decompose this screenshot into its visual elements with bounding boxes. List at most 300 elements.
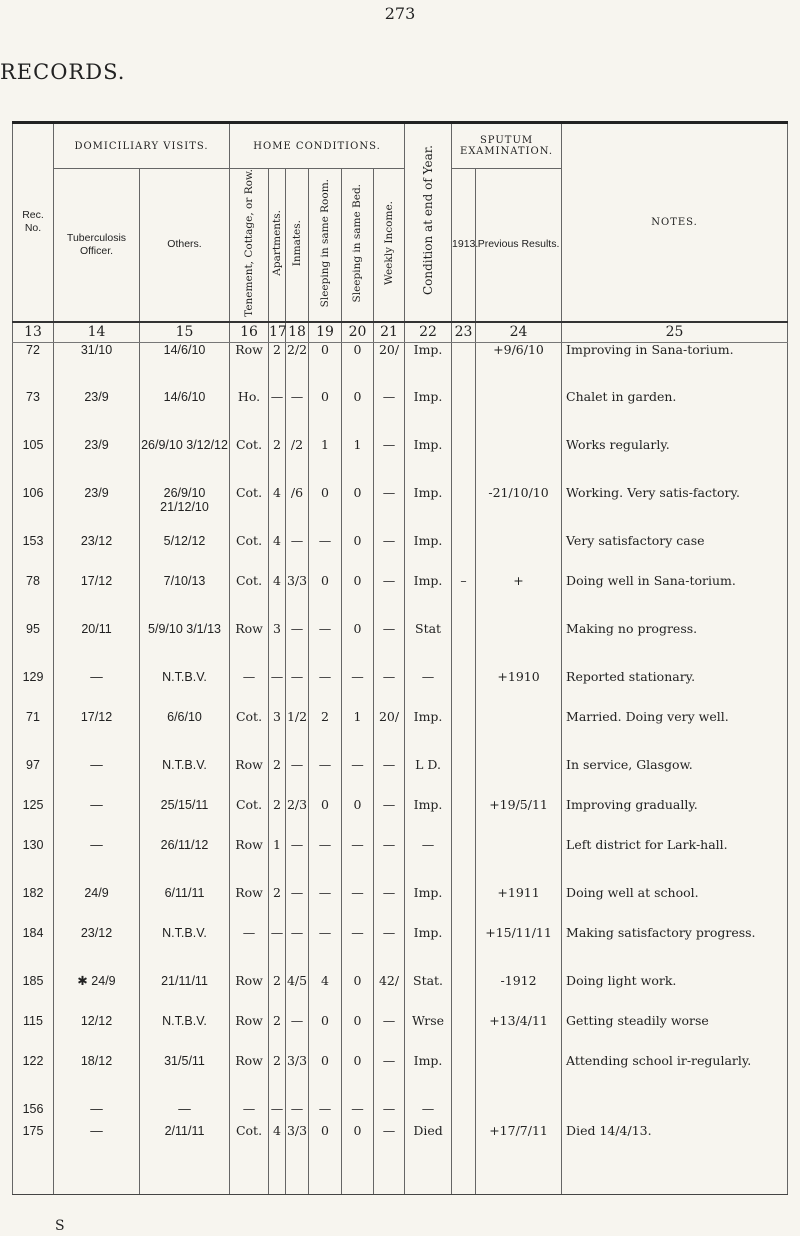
cell-inc: —: [374, 1054, 405, 1102]
cell-inm: —: [286, 1102, 309, 1124]
table-row: [13, 1054, 788, 1102]
cell-inc: —: [374, 390, 405, 438]
cell-bed: —: [342, 670, 374, 710]
cell-cond: Imp.: [405, 1054, 452, 1102]
cell-apt: —: [269, 1102, 286, 1124]
table-row: [13, 974, 788, 1014]
cell-tbo: —: [54, 670, 140, 710]
table-row: [13, 798, 788, 838]
cell-others: 14/6/10: [140, 342, 230, 390]
cell-prev: [476, 622, 562, 670]
year-1913-header: 1913.: [452, 169, 476, 322]
cell-prev: [476, 838, 562, 886]
cell-cond: Imp.: [405, 486, 452, 534]
cell-bed: 0: [342, 1054, 374, 1102]
cell-room: —: [309, 838, 342, 886]
cell-inm: 2/2: [286, 342, 309, 390]
cell-cond: L D.: [405, 758, 452, 798]
cell-rec: 130: [13, 838, 54, 886]
inmates-header: [286, 169, 309, 322]
table-row: [13, 710, 788, 758]
cell-bed: 0: [342, 574, 374, 622]
sleeping-bed-header: [342, 169, 374, 322]
cell-rec: 129: [13, 670, 54, 710]
cell-inc: —: [374, 622, 405, 670]
cell-inm: —: [286, 758, 309, 798]
cell-tbo: 12/12: [54, 1014, 140, 1054]
column-number: 15: [140, 322, 230, 343]
cell-y1913: –: [452, 574, 476, 622]
cell-others: N.T.B.V.: [140, 926, 230, 974]
cell-ten: Cot.: [230, 486, 269, 534]
cell-tbo: —: [54, 838, 140, 886]
cell-others: N.T.B.V.: [140, 758, 230, 798]
cell-y1913: [452, 798, 476, 838]
records-body: [13, 342, 788, 1194]
cell-y1913: [452, 974, 476, 1014]
cell-tbo: 23/12: [54, 926, 140, 974]
cell-cond: Imp.: [405, 574, 452, 622]
cell-prev: -21/10/10: [476, 486, 562, 534]
cell-rec: 184: [13, 926, 54, 974]
table-row: [13, 438, 788, 486]
cell-notes: Reported stationary.: [562, 670, 788, 710]
cell-prev: [476, 438, 562, 486]
cell-cond: —: [405, 1102, 452, 1124]
cell-y1913: [452, 758, 476, 798]
cell-prev: +13/4/11: [476, 1014, 562, 1054]
cell-y1913: [452, 622, 476, 670]
cell-cond: Imp.: [405, 886, 452, 926]
cell-rec: 106: [13, 486, 54, 534]
cell-apt: 2: [269, 438, 286, 486]
cell-prev: [476, 390, 562, 438]
cell-bed: 1: [342, 438, 374, 486]
table-row: [13, 838, 788, 886]
cell-y1913: [452, 670, 476, 710]
table-row: [13, 1102, 788, 1124]
cell-others: 5/9/10 3/1/13: [140, 622, 230, 670]
cell-tbo: 20/11: [54, 622, 140, 670]
cell-room: —: [309, 622, 342, 670]
cell-inm: —: [286, 622, 309, 670]
cell-inc: —: [374, 670, 405, 710]
cell-rec: 153: [13, 534, 54, 574]
cell-rec: 125: [13, 798, 54, 838]
cell-apt: 4: [269, 1124, 286, 1194]
cell-bed: —: [342, 886, 374, 926]
cell-cond: Imp.: [405, 390, 452, 438]
cell-room: 0: [309, 342, 342, 390]
cell-notes: Works regularly.: [562, 438, 788, 486]
cell-ten: —: [230, 926, 269, 974]
cell-cond: Imp.: [405, 926, 452, 974]
cell-room: —: [309, 886, 342, 926]
column-number-row: [13, 322, 788, 343]
cell-y1913: [452, 342, 476, 390]
cell-ten: Row: [230, 1054, 269, 1102]
cell-others: 21/11/11: [140, 974, 230, 1014]
cell-rec: 156: [13, 1102, 54, 1124]
cell-apt: 4: [269, 574, 286, 622]
cell-others: 7/10/13: [140, 574, 230, 622]
cell-inm: /6: [286, 486, 309, 534]
cell-ten: Cot.: [230, 1124, 269, 1194]
cell-notes: Doing well at school.: [562, 886, 788, 926]
cell-tbo: 23/9: [54, 390, 140, 438]
cell-inc: —: [374, 574, 405, 622]
cell-cond: Imp.: [405, 798, 452, 838]
cell-inm: 2/3: [286, 798, 309, 838]
cell-prev: [476, 534, 562, 574]
sleeping-bed-label: Sleeping in same Bed.: [351, 183, 364, 303]
cell-inc: —: [374, 438, 405, 486]
cell-ten: —: [230, 1102, 269, 1124]
cell-apt: 4: [269, 486, 286, 534]
cell-room: 0: [309, 1014, 342, 1054]
cell-bed: 0: [342, 798, 374, 838]
cell-ten: Cot.: [230, 798, 269, 838]
table-row: [13, 1014, 788, 1054]
cell-notes: Left district for Lark-hall.: [562, 838, 788, 886]
cell-bed: —: [342, 1102, 374, 1124]
cell-notes: [562, 1102, 788, 1124]
cell-tbo: 24/9: [54, 886, 140, 926]
cell-inm: —: [286, 1014, 309, 1054]
cell-notes: Attending school ir-regularly.: [562, 1054, 788, 1102]
previous-results-header: Previous Results.: [476, 169, 562, 322]
cell-room: 0: [309, 1124, 342, 1194]
notes-header: NOTES.: [562, 123, 788, 322]
cell-others: 26/9/10 3/12/12: [140, 438, 230, 486]
cell-cond: Wrse: [405, 1014, 452, 1054]
cell-notes: Chalet in garden.: [562, 390, 788, 438]
cell-y1913: [452, 926, 476, 974]
cell-inc: —: [374, 758, 405, 798]
table-row: [13, 1124, 788, 1194]
cell-inc: —: [374, 534, 405, 574]
cell-bed: 1: [342, 710, 374, 758]
cell-rec: 185: [13, 974, 54, 1014]
column-number: 19: [309, 322, 342, 343]
cell-notes: Died 14/4/13.: [562, 1124, 788, 1194]
table-row: [13, 758, 788, 798]
cell-cond: —: [405, 670, 452, 710]
cell-tbo: 17/12: [54, 574, 140, 622]
cell-apt: 2: [269, 342, 286, 390]
cell-apt: 4: [269, 534, 286, 574]
column-number: 17: [269, 322, 286, 343]
cell-prev: [476, 758, 562, 798]
cell-prev: +15/11/11: [476, 926, 562, 974]
cell-inm: 1/2: [286, 710, 309, 758]
cell-notes: Making no progress.: [562, 622, 788, 670]
footer-mark: S: [55, 1218, 65, 1234]
cell-y1913: [452, 1102, 476, 1124]
cell-ten: —: [230, 670, 269, 710]
cell-inm: —: [286, 670, 309, 710]
cell-apt: 2: [269, 1014, 286, 1054]
cell-prev: [476, 1054, 562, 1102]
cell-bed: 0: [342, 1124, 374, 1194]
cell-prev: +17/7/11: [476, 1124, 562, 1194]
cell-room: 0: [309, 1054, 342, 1102]
cell-room: —: [309, 534, 342, 574]
cell-ten: Cot.: [230, 534, 269, 574]
cell-notes: Working. Very satis-factory.: [562, 486, 788, 534]
column-number: 18: [286, 322, 309, 343]
cell-ten: Row: [230, 838, 269, 886]
cell-rec: 122: [13, 1054, 54, 1102]
cell-tbo: 23/12: [54, 534, 140, 574]
cell-bed: —: [342, 926, 374, 974]
cell-others: 6/11/11: [140, 886, 230, 926]
cell-inc: —: [374, 486, 405, 534]
cell-others: 31/5/11: [140, 1054, 230, 1102]
cell-room: 1: [309, 438, 342, 486]
cell-cond: Imp.: [405, 534, 452, 574]
cell-inm: —: [286, 534, 309, 574]
cell-others: N.T.B.V.: [140, 670, 230, 710]
cell-rec: 97: [13, 758, 54, 798]
cell-ten: Cot.: [230, 574, 269, 622]
table-row: [13, 390, 788, 438]
cell-room: 0: [309, 574, 342, 622]
cell-apt: 2: [269, 974, 286, 1014]
records-table: [12, 121, 788, 1195]
cell-room: 0: [309, 798, 342, 838]
cell-tbo: 23/9: [54, 438, 140, 486]
cell-cond: Imp.: [405, 342, 452, 390]
cell-others: N.T.B.V.: [140, 1014, 230, 1054]
tenement-label: Tenement, Cottage, or Row.: [242, 169, 255, 317]
cell-inc: —: [374, 1124, 405, 1194]
cell-ten: Cot.: [230, 710, 269, 758]
column-number: 21: [374, 322, 405, 343]
others-header: Others.: [140, 169, 230, 322]
cell-ten: Row: [230, 758, 269, 798]
cell-inm: 3/3: [286, 574, 309, 622]
cell-notes: Making satisfactory progress.: [562, 926, 788, 974]
cell-others: 14/6/10: [140, 390, 230, 438]
table-row: [13, 670, 788, 710]
cell-room: —: [309, 670, 342, 710]
cell-inc: —: [374, 1014, 405, 1054]
cell-bed: 0: [342, 622, 374, 670]
cell-bed: 0: [342, 534, 374, 574]
cell-tbo: ✱ 24/9: [54, 974, 140, 1014]
cell-y1913: [452, 1014, 476, 1054]
cell-room: —: [309, 1102, 342, 1124]
column-number: 22: [405, 322, 452, 343]
cell-y1913: [452, 486, 476, 534]
table-row: [13, 486, 788, 534]
cell-ten: Row: [230, 622, 269, 670]
cell-bed: —: [342, 758, 374, 798]
cell-tbo: —: [54, 798, 140, 838]
cell-inm: 3/3: [286, 1054, 309, 1102]
cell-inc: 20/: [374, 342, 405, 390]
cell-tbo: 23/9: [54, 486, 140, 534]
inmates-label: Inmates.: [290, 219, 303, 267]
cell-prev: +19/5/11: [476, 798, 562, 838]
cell-inm: —: [286, 838, 309, 886]
cell-rec: 73: [13, 390, 54, 438]
condition-label: Condition at end of Year.: [420, 145, 435, 296]
cell-tbo: —: [54, 758, 140, 798]
cell-tbo: 31/10: [54, 342, 140, 390]
cell-apt: 1: [269, 838, 286, 886]
cell-prev: +1911: [476, 886, 562, 926]
table-row: [13, 342, 788, 390]
cell-y1913: [452, 1124, 476, 1194]
column-number: 25: [562, 322, 788, 343]
tenement-header: [230, 169, 269, 322]
cell-inc: 42/: [374, 974, 405, 1014]
weekly-income-label: Weekly Income.: [382, 200, 395, 285]
cell-inc: —: [374, 926, 405, 974]
cell-cond: —: [405, 838, 452, 886]
cell-apt: —: [269, 670, 286, 710]
cell-bed: 0: [342, 1014, 374, 1054]
condition-header: [405, 123, 452, 322]
tbo-header: Tuberculosis Officer.: [54, 169, 140, 322]
column-number: 16: [230, 322, 269, 343]
rec-no-header: Rec. No.: [13, 123, 54, 322]
column-number: 20: [342, 322, 374, 343]
column-number: 23: [452, 322, 476, 343]
cell-inm: 4/5: [286, 974, 309, 1014]
cell-inc: 20/: [374, 710, 405, 758]
cell-rec: 95: [13, 622, 54, 670]
cell-ten: Row: [230, 342, 269, 390]
cell-y1913: [452, 886, 476, 926]
cell-others: 6/6/10: [140, 710, 230, 758]
cell-others: 26/11/12: [140, 838, 230, 886]
page-title: RECORDS.: [0, 60, 126, 84]
cell-bed: 0: [342, 342, 374, 390]
cell-room: 0: [309, 390, 342, 438]
cell-ten: Ho.: [230, 390, 269, 438]
table-row: [13, 574, 788, 622]
cell-prev: -1912: [476, 974, 562, 1014]
cell-prev: +1910: [476, 670, 562, 710]
cell-rec: 115: [13, 1014, 54, 1054]
cell-notes: Improving in Sana-torium.: [562, 342, 788, 390]
weekly-income-header: [374, 169, 405, 322]
cell-tbo: 17/12: [54, 710, 140, 758]
cell-cond: Stat: [405, 622, 452, 670]
table-row: [13, 886, 788, 926]
cell-notes: In service, Glasgow.: [562, 758, 788, 798]
cell-apt: 2: [269, 798, 286, 838]
sleeping-room-label: Sleeping in same Room.: [318, 178, 331, 308]
cell-rec: 71: [13, 710, 54, 758]
column-number: 14: [54, 322, 140, 343]
column-number: 13: [13, 322, 54, 343]
cell-rec: 105: [13, 438, 54, 486]
cell-ten: Row: [230, 886, 269, 926]
cell-notes: Improving gradually.: [562, 798, 788, 838]
cell-apt: 2: [269, 1054, 286, 1102]
cell-rec: 78: [13, 574, 54, 622]
cell-notes: Doing well in Sana-torium.: [562, 574, 788, 622]
cell-cond: Imp.: [405, 438, 452, 486]
cell-rec: 72: [13, 342, 54, 390]
table-row: [13, 926, 788, 974]
table-row: [13, 534, 788, 574]
cell-apt: —: [269, 390, 286, 438]
cell-y1913: [452, 1054, 476, 1102]
cell-room: 0: [309, 486, 342, 534]
column-number: 24: [476, 322, 562, 343]
cell-inc: —: [374, 798, 405, 838]
cell-rec: 175: [13, 1124, 54, 1194]
cell-ten: Row: [230, 1014, 269, 1054]
cell-room: 2: [309, 710, 342, 758]
cell-others: —: [140, 1102, 230, 1124]
cell-bed: 0: [342, 390, 374, 438]
cell-bed: —: [342, 838, 374, 886]
cell-prev: [476, 710, 562, 758]
cell-ten: Cot.: [230, 438, 269, 486]
cell-apt: 3: [269, 710, 286, 758]
cell-prev: [476, 1102, 562, 1124]
cell-room: —: [309, 758, 342, 798]
cell-ten: Row: [230, 974, 269, 1014]
cell-inm: —: [286, 390, 309, 438]
cell-room: 4: [309, 974, 342, 1014]
page-number: 273: [384, 4, 416, 23]
cell-tbo: 18/12: [54, 1054, 140, 1102]
cell-cond: Imp.: [405, 710, 452, 758]
cell-cond: Stat.: [405, 974, 452, 1014]
cell-apt: 2: [269, 758, 286, 798]
cell-inm: —: [286, 886, 309, 926]
cell-rec: 182: [13, 886, 54, 926]
cell-cond: Died: [405, 1124, 452, 1194]
cell-y1913: [452, 710, 476, 758]
cell-others: 26/9/10 21/12/10: [140, 486, 230, 534]
home-conditions-header: HOME CONDITIONS.: [230, 123, 405, 169]
cell-prev: +9/6/10: [476, 342, 562, 390]
cell-others: 25/15/11: [140, 798, 230, 838]
cell-tbo: —: [54, 1124, 140, 1194]
cell-others: 5/12/12: [140, 534, 230, 574]
cell-prev: +: [476, 574, 562, 622]
cell-room: —: [309, 926, 342, 974]
cell-notes: Very satisfactory case: [562, 534, 788, 574]
cell-bed: 0: [342, 974, 374, 1014]
apartments-label: Apartments.: [270, 210, 283, 276]
cell-apt: 2: [269, 886, 286, 926]
cell-inm: /2: [286, 438, 309, 486]
cell-notes: Doing light work.: [562, 974, 788, 1014]
cell-notes: Married. Doing very well.: [562, 710, 788, 758]
cell-y1913: [452, 838, 476, 886]
cell-apt: 3: [269, 622, 286, 670]
cell-inm: —: [286, 926, 309, 974]
cell-inc: —: [374, 838, 405, 886]
cell-y1913: [452, 390, 476, 438]
cell-apt: —: [269, 926, 286, 974]
cell-inc: —: [374, 1102, 405, 1124]
cell-tbo: —: [54, 1102, 140, 1124]
domiciliary-visits-header: DOMICILIARY VISITS.: [54, 123, 230, 169]
sputum-header: SPUTUM EXAMINATION.: [452, 123, 562, 169]
cell-inc: —: [374, 886, 405, 926]
cell-inm: 3/3: [286, 1124, 309, 1194]
